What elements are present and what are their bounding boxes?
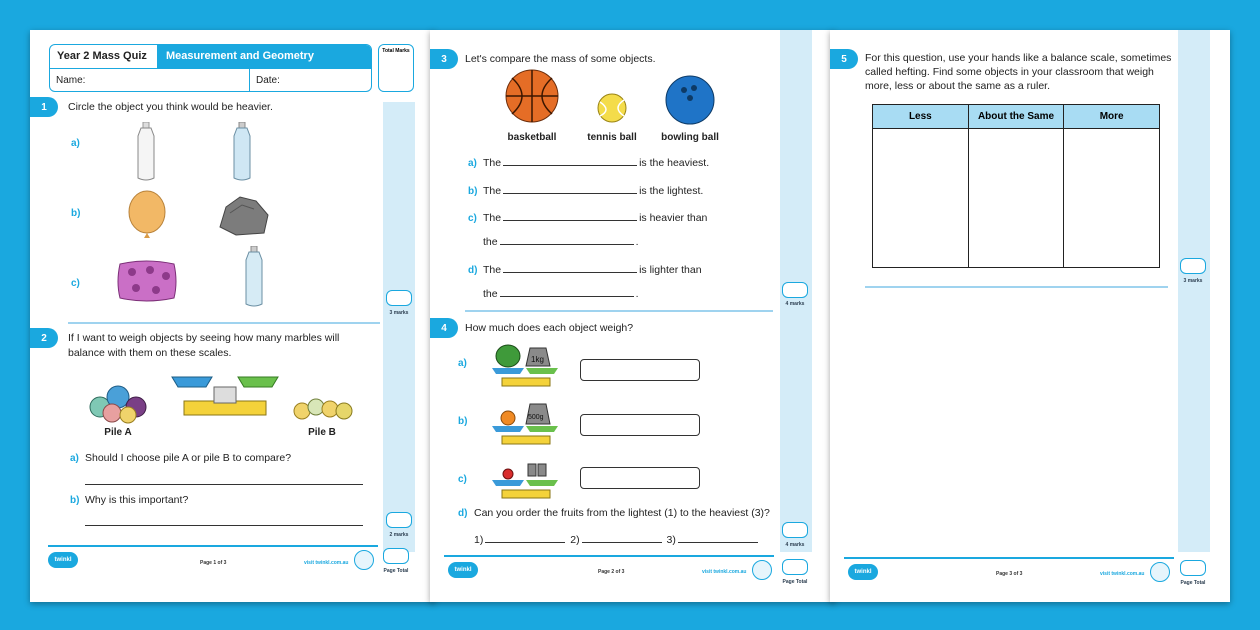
section-divider [865, 286, 1168, 288]
q1-part-c-label: c) [71, 278, 80, 289]
q4-part-b-label: b) [458, 416, 468, 427]
question-number-3: 3 [430, 49, 458, 69]
name-field[interactable]: Name: [50, 69, 250, 92]
question-number-5: 5 [830, 49, 858, 69]
q2-part-b-answer-line[interactable] [85, 525, 363, 526]
q4-marks-label: 4 marks [785, 542, 805, 548]
weight-500g-label: 500g [528, 414, 544, 421]
q3-part-c-sentence: The is heavier than [483, 212, 708, 224]
question-2-text: If I want to weigh objects by seeing how many marbles will balance with them on these scales. [68, 332, 340, 359]
page-total-label: Page Total [383, 568, 409, 574]
footer-url[interactable]: visit twinkl.com.au [1100, 571, 1145, 577]
question-number-1: 1 [30, 97, 58, 117]
twinkl-logo: twinkl [448, 562, 478, 578]
q3d-blank-1[interactable] [503, 263, 637, 273]
cell-more[interactable] [1064, 129, 1159, 267]
q4c-answer-box[interactable] [580, 467, 700, 489]
q3-part-d-label: d) [468, 265, 478, 276]
section-divider [68, 322, 380, 324]
q1-part-a-label: a) [71, 138, 80, 149]
marks-column [383, 102, 415, 552]
q2-marks-box[interactable] [386, 512, 412, 528]
q5-marks-label: 3 marks [1183, 278, 1203, 284]
footer-url[interactable]: visit twinkl.com.au [702, 569, 747, 575]
order-blank-2[interactable] [582, 533, 662, 543]
pile-a-label: Pile A [104, 427, 132, 438]
q4-part-c-label: c) [458, 474, 467, 485]
balloon-icon[interactable] [126, 190, 168, 240]
quiz-title: Year 2 Mass Quiz [50, 45, 158, 68]
twinkl-logo: twinkl [848, 564, 878, 580]
worksheet-page-1 [30, 30, 435, 602]
strand-title: Measurement and Geometry [158, 45, 371, 68]
q3-part-a-sentence: The is the heaviest. [483, 157, 710, 169]
question-3-text: Let's compare the mass of some objects. [465, 53, 656, 65]
object-label-bowling-ball: bowling ball [661, 132, 719, 143]
q2-part-a-text: Should I choose pile A or pile B to compare? [85, 452, 292, 464]
cell-about-same[interactable] [969, 129, 1065, 267]
watermelon-scale-icon [490, 342, 562, 388]
bowling-ball-icon [664, 74, 716, 126]
section-divider [465, 310, 773, 312]
comparison-table [872, 104, 1160, 268]
twinkl-seal-icon [354, 550, 374, 570]
q3-part-a-label: a) [468, 158, 477, 169]
total-marks-box[interactable]: Total Marks [378, 44, 414, 92]
page-number: Page 3 of 3 [996, 571, 1023, 577]
page-number: Page 2 of 3 [598, 569, 625, 575]
cell-less[interactable] [873, 129, 969, 267]
q5-marks-box[interactable] [1180, 258, 1206, 274]
q3a-blank[interactable] [503, 156, 637, 166]
footer-url[interactable]: visit twinkl.com.au [304, 560, 349, 566]
pillow-icon[interactable] [116, 258, 178, 304]
twinkl-seal-icon [752, 560, 772, 580]
twinkl-logo: twinkl [48, 552, 78, 568]
page-number: Page 1 of 3 [200, 560, 227, 566]
q3c-blank-1[interactable] [503, 211, 637, 221]
marbles-pile-b-icon [292, 395, 354, 421]
question-4-text: How much does each object weigh? [465, 322, 634, 334]
page-total-box[interactable] [383, 548, 409, 564]
order-blank-1[interactable] [485, 533, 565, 543]
q3b-blank[interactable] [503, 184, 637, 194]
q4-order-row: 1) 2) 3) [474, 533, 760, 548]
page-total-box[interactable] [1180, 560, 1206, 576]
tennis-ball-icon [596, 92, 628, 124]
page-total-label: Page Total [1180, 580, 1206, 586]
empty-bottle-icon[interactable] [134, 122, 158, 182]
twinkl-seal-icon [1150, 562, 1170, 582]
question-1-text: Circle the object you think would be heavier. [68, 101, 273, 113]
marks-column [1178, 30, 1210, 552]
q3-part-b-sentence: The is the lightest. [483, 185, 704, 197]
q3-part-c-line2: the . [483, 236, 639, 248]
footer-rule [844, 557, 1174, 559]
q2-marks-label: 2 marks [389, 532, 409, 538]
column-more: More [1064, 105, 1159, 129]
q3-marks-label: 4 marks [785, 301, 805, 307]
q4b-answer-box[interactable] [580, 414, 700, 436]
pile-b-label: Pile B [308, 427, 336, 438]
q3-part-d-line2: the . [483, 288, 639, 300]
full-water-bottle-icon[interactable] [230, 122, 254, 182]
apple-scale-icon [490, 458, 562, 500]
q4-part-d-text: Can you order the fruits from the lightest (1) to the heaviest (3)? [474, 507, 770, 519]
q4a-answer-box[interactable] [580, 359, 700, 381]
q1-part-b-label: b) [71, 208, 81, 219]
q2-part-b-label: b) [70, 495, 80, 506]
object-label-basketball: basketball [507, 132, 557, 143]
q2-part-a-label: a) [70, 453, 79, 464]
q3-part-c-label: c) [468, 213, 477, 224]
page-total-box[interactable] [782, 559, 808, 575]
q3d-blank-2[interactable] [500, 287, 634, 297]
balance-scale-icon [170, 373, 280, 419]
q1-marks-box[interactable] [386, 290, 412, 306]
q2-part-b-text: Why is this important? [85, 494, 189, 506]
q3-part-d-sentence: The is lighter than [483, 264, 702, 276]
question-number-2: 2 [30, 328, 58, 348]
worksheet-page-2 [430, 30, 835, 602]
q4-part-a-label: a) [458, 358, 467, 369]
weight-1kg-label: 1kg [531, 355, 544, 364]
order-blank-3[interactable] [678, 533, 758, 543]
q3-part-b-label: b) [468, 186, 478, 197]
marbles-pile-a-icon [86, 375, 150, 425]
date-field[interactable]: Date: [256, 75, 280, 86]
q4-marks-box[interactable] [782, 522, 808, 538]
worksheet-page-3 [830, 30, 1230, 602]
footer-rule [444, 555, 774, 557]
object-label-tennis-ball: tennis ball [587, 132, 637, 143]
question-5-text: For this question, use your hands like a balance scale, sometimes called hefting. Find some objects in your classroom that weigh more, less or about the same as a ruler. [865, 52, 1172, 92]
small-bottle-icon[interactable] [242, 246, 266, 308]
q1-marks-label: 3 marks [389, 310, 409, 316]
q3-marks-box[interactable] [782, 282, 808, 298]
page-total-label: Page Total [782, 579, 808, 585]
q4-part-d-label: d) [458, 508, 468, 519]
question-number-4: 4 [430, 318, 458, 338]
q2-part-a-answer-line[interactable] [85, 484, 363, 485]
header-table [49, 44, 372, 92]
q3c-blank-2[interactable] [500, 235, 634, 245]
basketball-icon [504, 68, 560, 124]
orange-scale-icon [490, 400, 562, 446]
footer-rule [48, 545, 378, 547]
column-less: Less [873, 105, 969, 129]
column-about-same: About the Same [969, 105, 1065, 129]
rock-icon[interactable] [216, 193, 272, 237]
